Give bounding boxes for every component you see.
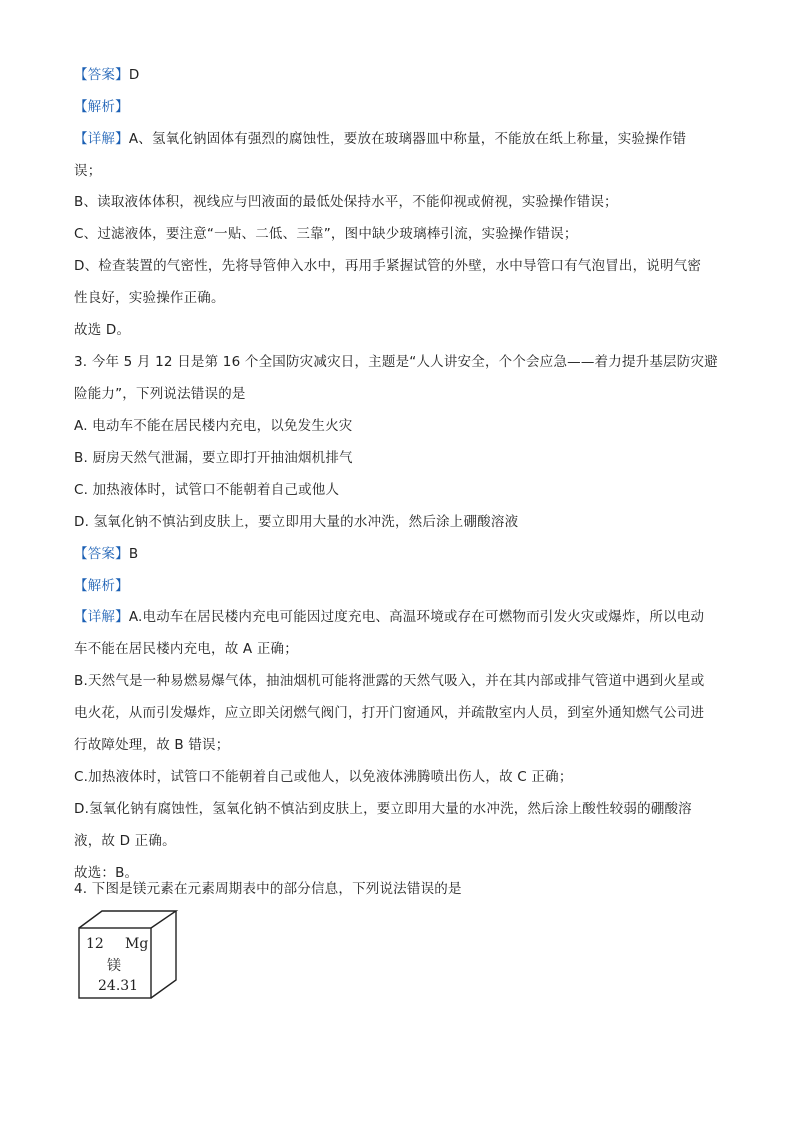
q3-detail-line [74,608,724,626]
q3-detail-line: 液，故 D 正确。 [74,833,176,849]
q3-analysis-line [74,577,724,595]
answer-value: B [128,546,139,562]
answer-tag: 【答案】 [74,67,129,83]
q2-conclusion: 故选 D。 [74,322,131,338]
q2-answer-line [74,66,724,84]
answer-value: D [128,67,140,83]
q3-conclusion: 故选：B。 [74,865,139,881]
q3-option-b: B. 厨房天然气泄漏，要立即打开抽油烟机排气 [74,450,353,466]
q3-detail-line: C.加热液体时，试管口不能朝着自己或他人，以免液体沸腾喷出伤人，故 C 正确； [74,769,573,785]
detail-tag: 【详解】 [74,609,129,625]
q2-detail-line [74,130,724,148]
q2-detail-line: 性良好，实验操作正确。 [74,290,225,306]
q4-stem: 4. 下图是镁元素在元素周期表中的部分信息，下列说法错误的是 [74,881,462,897]
q2-detail-line: B、读取液体体积，视线应与凹液面的最低处保持水平，不能仰视或俯视，实验操作错误； [74,194,618,210]
detail-text: A.电动车在居民楼内充电可能因过度充电、高温环境或存在可燃物而引发火灾或爆炸，所以电动 [128,609,705,625]
q3-stem-line: 3. 今年 5 月 12 日是第 16 个全国防灾减灾日，主题是“人人讲安全，个个会应急——着力提升基层防灾避 [74,354,718,370]
q3-detail-line: 行故障处理，故 B 错误； [74,737,230,753]
atomic-number: 12 [86,936,104,952]
q3-answer-line [74,545,724,563]
q3-option-d: D. 氢氧化钠不慎沾到皮肤上，要立即用大量的水冲洗，然后涂上硼酸溶液 [74,514,519,530]
q2-detail-line: D、检查装置的气密性，先将导管伸入水中，再用手紧握试管的外壁，水中导管口有气泡冒出，说明气密 [74,258,702,274]
q3-option-a: A. 电动车不能在居民楼内充电，以免发生火灾 [74,418,353,434]
periodic-table-cell [78,910,186,1000]
analysis-tag: 【解析】 [74,578,129,594]
detail-text: A、氢氧化钠固体有强烈的腐蚀性，要放在玻璃器皿中称量，不能放在纸上称量，实验操作错 [128,131,687,147]
q2-analysis-line [74,98,724,116]
q3-option-c: C. 加热液体时，试管口不能朝着自己或他人 [74,482,340,498]
element-name: 镁 [107,958,121,974]
answer-tag: 【答案】 [74,546,129,562]
element-symbol: Mg [125,936,149,952]
q3-detail-line: 车不能在居民楼内充电，故 A 正确； [74,641,298,657]
q3-detail-line: D.氢氧化钠有腐蚀性，氢氧化钠不慎沾到皮肤上，要立即用大量的水冲洗，然后涂上酸性较弱的硼酸溶 [74,801,692,817]
q3-detail-line: 电火花，从而引发爆炸，应立即关闭燃气阀门，打开门窗通风，并疏散室内人员，到室外通知燃气公司进 [74,705,705,721]
q2-detail-line: 误； [74,163,102,179]
q3-stem-line: 险能力”，下列说法错误的是 [74,386,246,402]
q2-detail-line: C、过滤液体，要注意“一贴、二低、三靠”，图中缺少玻璃棒引流，实验操作错误； [74,226,578,242]
q3-detail-line: B.天然气是一种易燃易爆气体，抽油烟机可能将泄露的天然气吸入，并在其内部或排气管道中遇到火星或 [74,673,705,689]
analysis-tag: 【解析】 [74,99,129,115]
atomic-mass: 24.31 [98,978,139,994]
detail-tag: 【详解】 [74,131,129,147]
